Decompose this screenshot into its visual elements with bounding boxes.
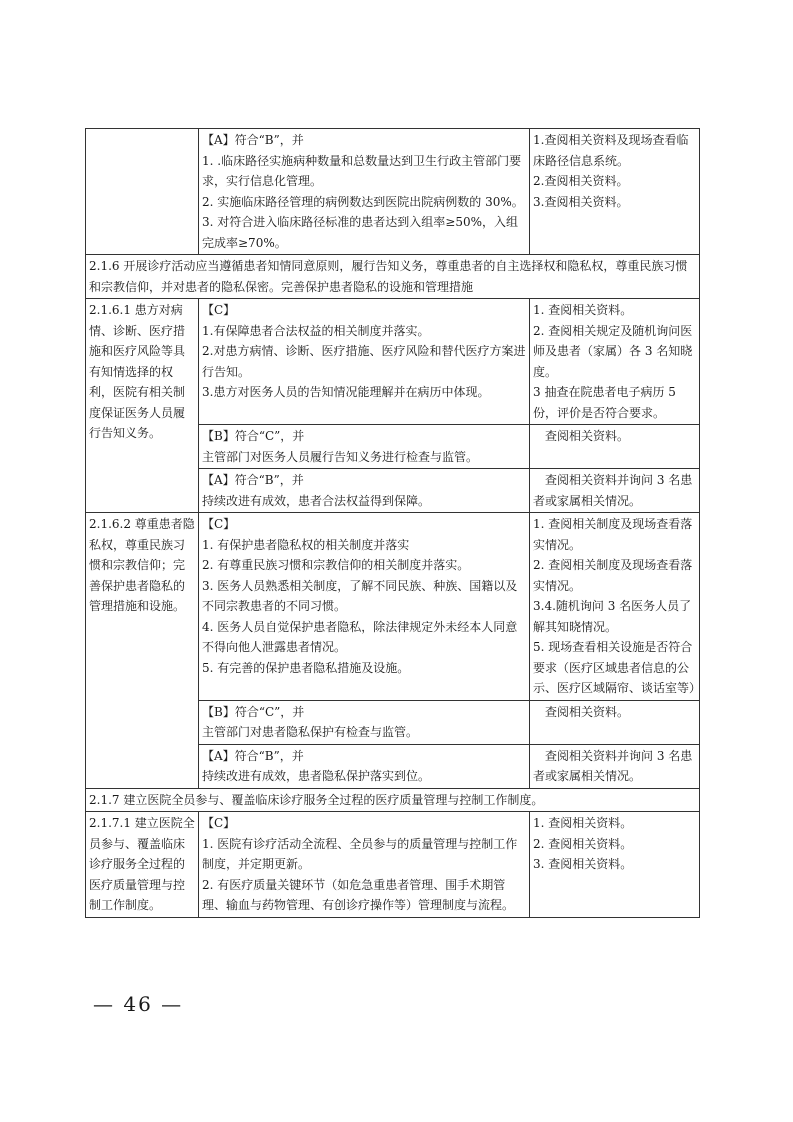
criteria-line: 主管部门对患者隐私保护有检查与监管。	[202, 725, 419, 739]
section-row	[86, 255, 700, 299]
method-line: 1.查阅相关资料及现场查看临床路径信息系统。	[533, 133, 689, 168]
criteria-line: 1. 医院有诊疗活动全流程、全员参与的质量管理与控制工作制度，并定期更新。	[202, 836, 518, 871]
method-line: 3.查阅相关资料。	[533, 194, 629, 209]
table-cell	[530, 744, 700, 788]
criteria-line: 【B】符合“C”，并	[202, 704, 305, 719]
table-cell	[530, 812, 700, 918]
method-line: 1. 查阅相关资料。	[533, 303, 633, 317]
criteria-line: 【A】符合“B”，并	[202, 748, 304, 763]
method-line: 3.4.随机询问 3 名医务人员了解其知晓情况。	[533, 599, 692, 634]
method-line: 查阅相关资料并询问 3 名患者或家属相关情况。	[533, 748, 693, 783]
method-line: 2.查阅相关资料。	[533, 174, 629, 188]
table-cell	[530, 513, 700, 701]
criteria-line: 3.患方对医务人员的告知情况能理解并在病历中体现。	[202, 385, 490, 399]
criteria-line: 2. 有医疗质量关键环节（如危急重患者管理、围手术期管理、输血与药物管理、有创诊疗操作等）管理制度与流程。	[202, 877, 515, 912]
method-line: 查阅相关资料。	[545, 429, 630, 443]
criteria-line: 2. 实施临床路径管理的病例数达到医院出院病例数的 30%。	[202, 194, 524, 209]
table-cell	[199, 744, 530, 788]
criteria-line: 持续改进有成效，患者合法权益得到保障。	[202, 493, 431, 508]
item-title: 2.1.6.2 尊重患者隐私权，尊重民族习惯和宗教信仰；完善保护患者隐私的管理措施和设施。	[86, 513, 199, 789]
item-title: 2.1.7.1 建立医院全员参与、覆盖临床诊疗服务全过程的医疗质量管理与控制工作制度。	[86, 812, 199, 918]
table-cell	[199, 812, 530, 918]
criteria-line: 【B】符合“C”，并	[202, 429, 305, 443]
method-line: 1. 查阅相关资料。	[533, 816, 633, 830]
method-line: 1. 查阅相关制度及现场查看落实情况。	[533, 517, 693, 552]
criteria-line: 1.有保障患者合法权益的相关制度并落实。	[202, 323, 430, 338]
table-cell	[530, 469, 700, 513]
table-cell	[530, 129, 700, 255]
criteria-line: 2.对患方病情、诊断、医疗措施、医疗风险和替代医疗方案进行告知。	[202, 344, 526, 379]
criteria-line: 持续改进有成效，患者隐私保护落实到位。	[202, 769, 431, 783]
criteria-line: 3. 医务人员熟悉相关制度，了解不同民族、种族、国籍以及不同宗教患者的不同习惯。	[202, 578, 518, 613]
method-line: 2. 查阅相关制度及现场查看落实情况。	[533, 558, 693, 593]
item-title: 2.1.6.1 患方对病情、诊断、医疗措施和医疗风险等具有知情选择的权利，医院有相关制度保证医务人员履行告知义务。	[86, 299, 199, 513]
table-cell	[199, 469, 530, 513]
table-cell	[86, 129, 199, 255]
method-line: 查阅相关资料并询问 3 名患者或家属相关情况。	[533, 473, 693, 508]
criteria-line: 【C】	[202, 816, 236, 830]
page-number: — 46 —	[93, 992, 184, 1016]
criteria-line: 3. 对符合进入临床路径标准的患者达到入组率≥50%，入组完成率≥70%。	[202, 215, 518, 250]
section-heading: 2.1.6 开展诊疗活动应当遵循患者知情同意原则，履行告知义务，尊重患者的自主选择权和隐私权，尊重民族习惯和宗教信仰，并对患者的隐私保密。完善保护患者隐私的设施和管理措施	[86, 255, 700, 299]
criteria-line: 【C】	[202, 517, 236, 531]
criteria-line: 4. 医务人员自觉保护患者隐私，除法律规定外未经本人同意不得向他人泄露患者情况。	[202, 619, 518, 654]
section-heading: 2.1.7 建立医院全员参与、覆盖临床诊疗服务全过程的医疗质量管理与控制工作制度。	[86, 788, 700, 812]
table-cell	[199, 129, 530, 255]
table-row	[86, 129, 700, 255]
table-row	[86, 299, 700, 425]
criteria-line: 【A】符合“B”，并	[202, 133, 304, 147]
criteria-line: 【A】符合“B”，并	[202, 473, 304, 487]
table-cell	[199, 513, 530, 701]
criteria-line: 【C】	[202, 303, 236, 317]
method-line: 3. 查阅相关资料。	[533, 857, 633, 871]
method-line: 2. 查阅相关资料。	[533, 836, 633, 851]
method-line: 查阅相关资料。	[545, 704, 630, 719]
standards-table	[85, 128, 700, 918]
table-cell	[199, 700, 530, 744]
table-cell	[199, 299, 530, 425]
method-line: 3 抽查在院患者电子病历 5 份，评价是否符合要求。	[533, 385, 676, 420]
criteria-line: 1. 有保护患者隐私权的相关制度并落实	[202, 537, 410, 552]
criteria-line: 主管部门对医务人员履行告知义务进行检查与监管。	[202, 449, 479, 464]
table-cell	[199, 425, 530, 469]
method-line: 5. 现场查看相关设施是否符合要求（医疗区域患者信息的公示、医疗区域隔帘、谈话室等）	[533, 640, 702, 695]
table-cell	[530, 299, 700, 425]
section-row	[86, 788, 700, 812]
table-row	[86, 812, 700, 918]
method-line: 2. 查阅相关规定及随机询问医师及患者（家属）各 3 名知晓度。	[533, 323, 693, 379]
criteria-line: 5. 有完善的保护患者隐私措施及设施。	[202, 660, 410, 675]
table-cell	[530, 425, 700, 469]
table-cell	[530, 700, 700, 744]
table-row	[86, 513, 700, 701]
criteria-line: 2. 有尊重民族习惯和宗教信仰的相关制度并落实。	[202, 558, 470, 572]
criteria-line: 1. .临床路径实施病种数量和总数量达到卫生行政主管部门要求，实行信息化管理。	[202, 153, 522, 188]
